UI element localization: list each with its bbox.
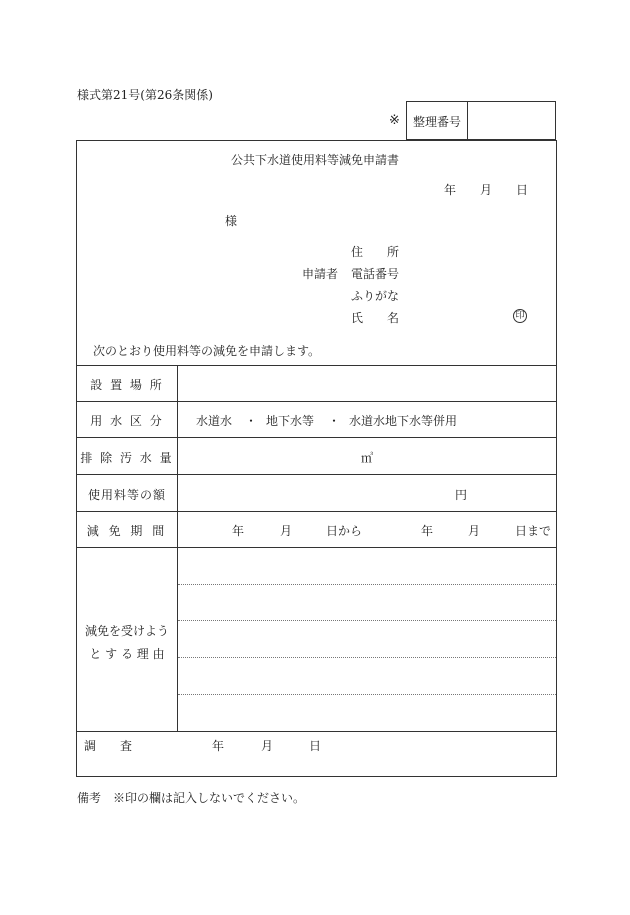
- water-type-option-ground[interactable]: 地下水等: [266, 414, 315, 428]
- period-from-year: 年: [232, 524, 245, 538]
- date-year: 年: [444, 183, 457, 197]
- seal-mark-icon: 印: [513, 309, 527, 323]
- discharge-label: 排 除 汚 水 量: [80, 451, 174, 465]
- water-type-separator: ・: [328, 414, 341, 428]
- applicant-phone-label: 電話番号: [351, 267, 400, 281]
- period-label: 減 免 期 間: [86, 524, 168, 538]
- survey-label: 調 査: [84, 739, 133, 753]
- survey-month: 月: [261, 739, 274, 753]
- water-type-option-tap[interactable]: 水道水: [196, 414, 233, 428]
- reason-label-line2: と す る 理 由: [89, 647, 165, 661]
- date-day: 日: [516, 183, 529, 197]
- survey-year: 年: [212, 739, 225, 753]
- water-type-label: 用 水 区 分: [90, 414, 164, 428]
- applicant-name-label: 氏 名: [351, 311, 400, 325]
- water-type-option-combined[interactable]: 水道水地下水等併用: [349, 414, 458, 428]
- location-field[interactable]: [180, 368, 552, 398]
- period-to-year: 年: [421, 524, 434, 538]
- fee-label: 使用料等の額: [87, 488, 166, 502]
- application-statement: 次のとおり使用料等の減免を申請します。: [93, 344, 321, 358]
- period-from-month: 月: [280, 524, 293, 538]
- discharge-unit: ㎥: [361, 451, 374, 465]
- form-title: 公共下水道使用料等減免申請書: [230, 153, 399, 167]
- footer-note: 備考 ※印の欄は記入しないでください。: [77, 791, 306, 805]
- date-month: 月: [480, 183, 493, 197]
- applicant-furigana-label: ふりがな: [351, 289, 400, 303]
- applicant-role-label: 申請者: [302, 267, 339, 281]
- form-number: 様式第21号(第26条関係): [77, 88, 213, 102]
- fee-unit: 円: [455, 488, 468, 502]
- reason-label-line1: 減免を受けよう: [84, 624, 169, 638]
- applicant-address-label: 住 所: [351, 245, 400, 259]
- control-number-label: 整理番号: [413, 115, 462, 129]
- addressee-suffix: 様: [225, 214, 238, 228]
- water-type-separator: ・: [245, 414, 258, 428]
- period-from-suffix: 日から: [326, 524, 363, 538]
- location-label: 設 置 場 所: [90, 378, 164, 392]
- period-to-suffix: 日まで: [515, 524, 552, 538]
- control-mark: ※: [389, 113, 400, 128]
- period-to-month: 月: [468, 524, 481, 538]
- control-number-field[interactable]: [470, 105, 552, 135]
- survey-day: 日: [309, 739, 322, 753]
